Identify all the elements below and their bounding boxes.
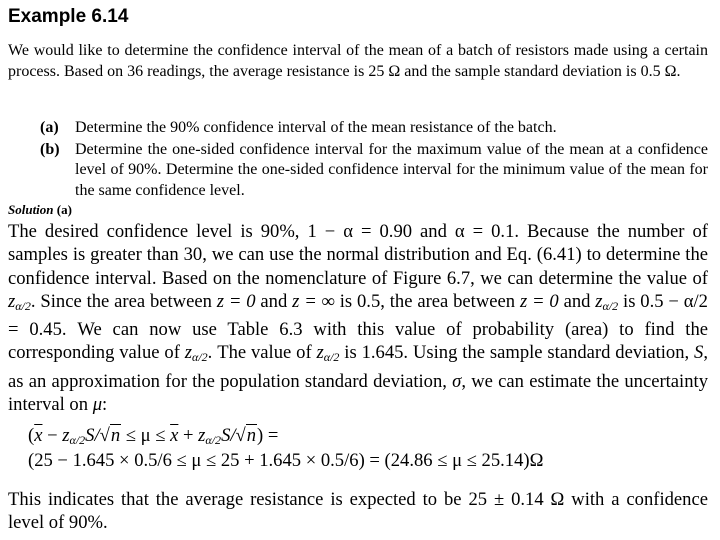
mu-symbol: μ xyxy=(92,394,103,416)
problem-statement: We would like to determine the confidence interval of the mean of a batch of resistors made using a certain process. Based on 36 readings, the average resistance is 25 Ω and the sample standard deviation is 0.5 Ω. xyxy=(8,42,708,80)
eq1-z: z xyxy=(62,425,70,446)
example-heading: Example 6.14 xyxy=(8,6,129,27)
body-text-1: The desired confidence level is 90%, 1 − α = 0.90 and α = 0.1. Because the number of samples is greater than 30, we can use the normal distribution and Eq. (6.41) to determine the confidence interval. Based on the nomenclature of Figure 6.7, we can determine the value of xyxy=(8,221,708,289)
body-text-8: is 1.645. Using the sample standard deviation, xyxy=(339,342,695,364)
conclusion-text: This indicates that the average resistance is expected to be 25 ± 0.14 Ω with a confidence level of 90%. xyxy=(8,489,708,534)
solution-body xyxy=(8,220,708,416)
z-equals-zero-2: z = 0 xyxy=(519,290,559,312)
part-b xyxy=(40,140,708,202)
sigma-symbol: σ xyxy=(452,370,462,392)
part-a-label: (a) xyxy=(40,119,59,136)
solution-heading xyxy=(8,202,72,218)
z-symbol-4: z xyxy=(316,342,324,364)
alpha-half-subscript-3: α/2 xyxy=(192,350,208,365)
solution-part-label: (a) xyxy=(56,202,72,217)
eq1-plus: + xyxy=(178,425,199,446)
problem-parts xyxy=(40,118,708,202)
eq1-s-over-sqrt-2: S/√ xyxy=(221,425,246,446)
equation-general-form xyxy=(28,424,278,452)
alpha-half-subscript-4: α/2 xyxy=(323,350,340,365)
eq1-xbar: $\overline{x}$ xyxy=(34,425,43,446)
eq1-close: ) = xyxy=(257,425,279,446)
eq1-n: n xyxy=(110,425,121,446)
body-text-9: , as an approximation for the population standard deviation, xyxy=(8,342,708,392)
solution-word: Solution xyxy=(8,202,54,217)
body-text-4: is 0.5, the area between xyxy=(334,290,520,312)
part-a xyxy=(40,118,708,139)
alpha-half-subscript: α/2 xyxy=(15,298,31,313)
part-a-text: Determine the 90% confidence interval of the mean resistance of the batch. xyxy=(75,119,557,136)
z-equals-infinity: z = ∞ xyxy=(292,290,335,312)
eq1-minus: − xyxy=(42,425,63,446)
body-text-10: , we can estimate the uncertainty interval on xyxy=(8,370,708,416)
part-b-label: (b) xyxy=(40,140,60,158)
body-text-11: : xyxy=(102,394,108,416)
s-symbol: S xyxy=(694,342,704,364)
z-equals-zero: z = 0 xyxy=(216,290,256,312)
eq1-open-paren: ( xyxy=(28,425,35,446)
body-text-6: is 0.5 − α/2 = 0.45. We can now use Table 6.3 with this value of probability (area) to find the corresponding value of xyxy=(8,290,708,364)
eq1-alpha-half: α/2 xyxy=(69,433,86,447)
body-text-3: and xyxy=(255,290,293,312)
eq1-alpha-half-2: α/2 xyxy=(205,433,222,447)
eq1-z-2: z xyxy=(198,425,206,446)
alpha-half-subscript-2: α/2 xyxy=(602,298,619,313)
z-symbol-3: z xyxy=(184,342,193,364)
eq1-xbar-2: $\overline{x}$ xyxy=(170,425,179,446)
part-b-text: Determine the one-sided confidence interval for the maximum value of the mean at a confidence level of 90%. Determine the one-sided confidence interval for the minimum value of the mean for the same confidence level. xyxy=(75,140,708,199)
eq1-mu-ineq: ≤ μ ≤ xyxy=(121,425,171,446)
body-text-7: . The value of xyxy=(207,342,317,364)
equation-numeric: (25 − 1.645 × 0.5/6 ≤ μ ≤ 25 + 1.645 × 0.5/6) = (24.86 ≤ μ ≤ 25.14)Ω xyxy=(28,450,544,471)
z-symbol: z xyxy=(8,290,16,312)
body-text-2: . Since the area between xyxy=(30,290,217,312)
z-symbol-2: z xyxy=(595,290,603,312)
eq1-n-2: n xyxy=(246,425,257,446)
body-text-5: and xyxy=(558,290,596,312)
eq1-s-over-sqrt: S/√ xyxy=(85,425,110,446)
